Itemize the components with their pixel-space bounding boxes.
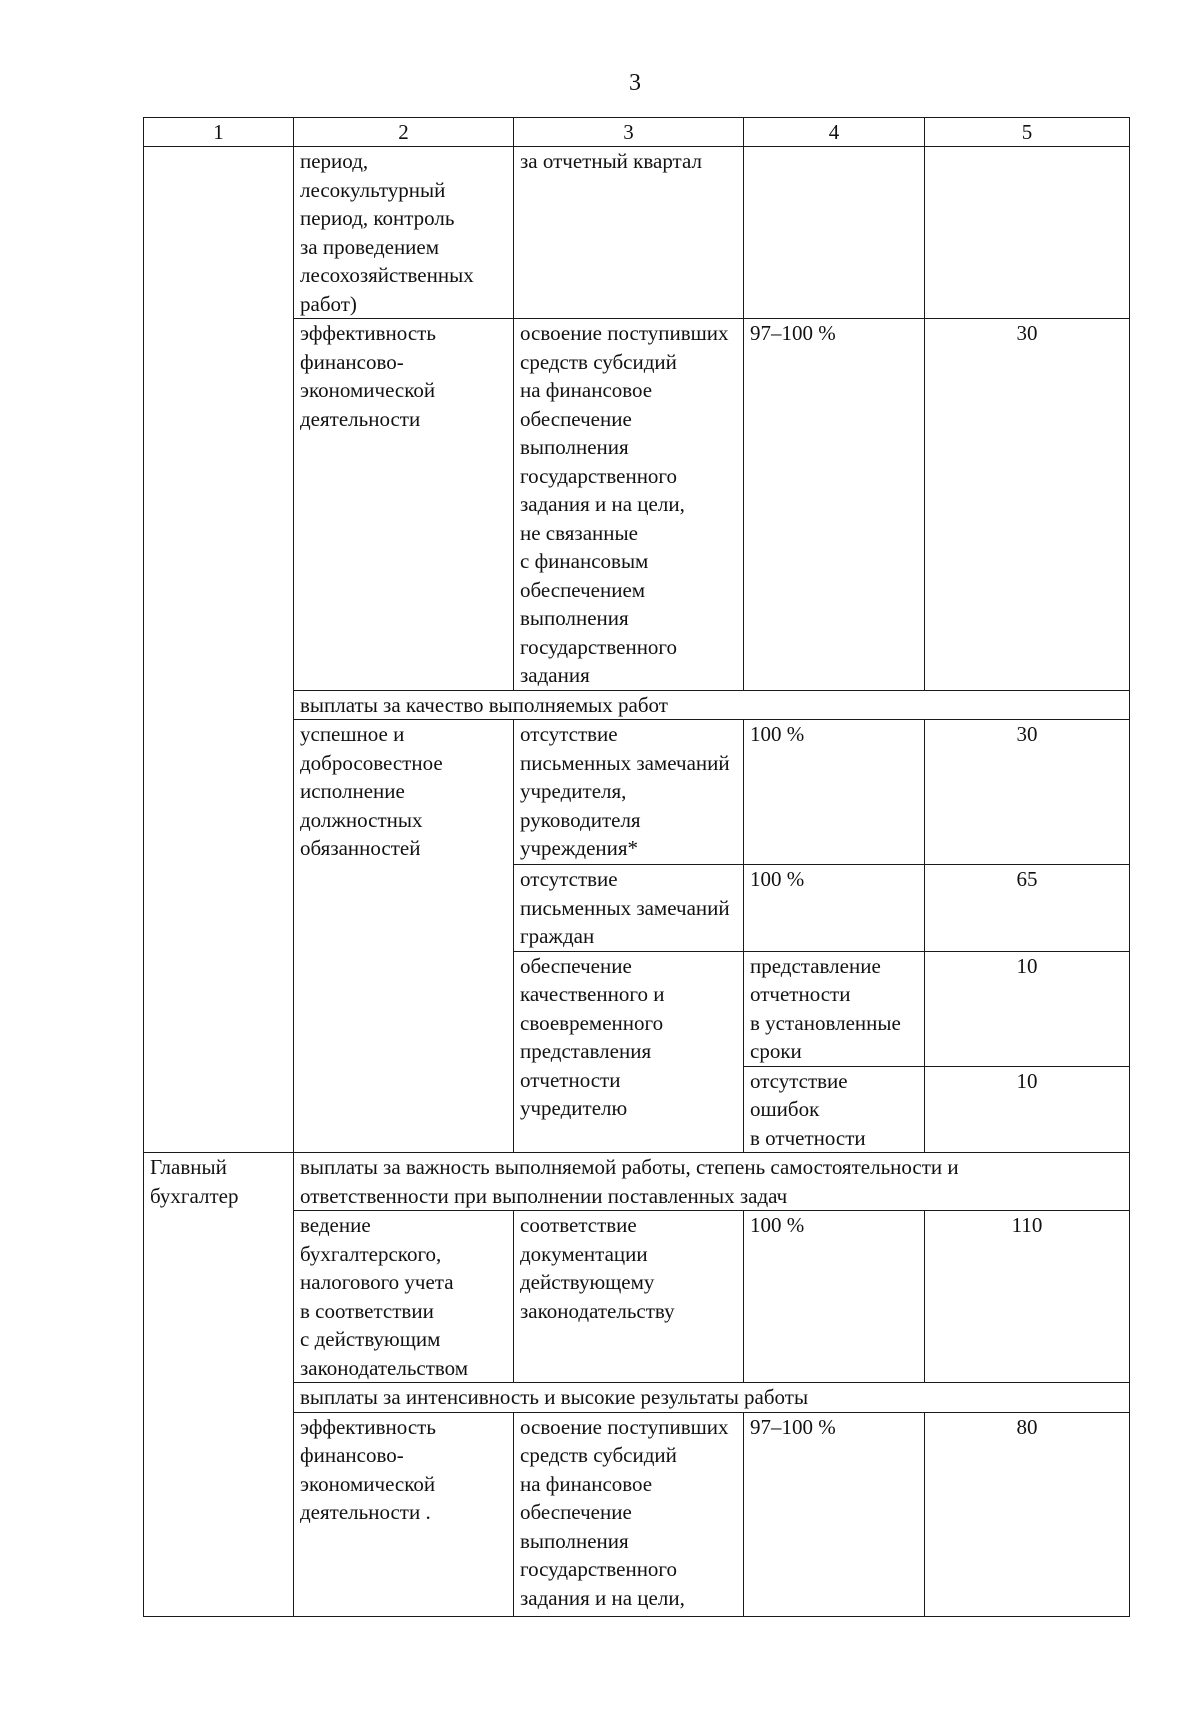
section-heading: выплаты за качество выполняемых работ (294, 690, 1130, 720)
value-cell: 97–100 % (744, 1412, 925, 1616)
section-row (144, 1153, 1130, 1211)
condition-cell: отсутствие письменных замечаний учредителя, руководителя учреждения* (514, 720, 744, 865)
value-cell: отсутствие ошибок в отчетности (744, 1066, 925, 1153)
points-cell: 110 (925, 1211, 1130, 1383)
value-cell (744, 147, 925, 319)
criterion-cell: ведение бухгалтерского, налогового учета в соответствии с действующим законодательством (294, 1211, 514, 1383)
value-cell: 97–100 % (744, 319, 925, 691)
page-number: 3 (629, 70, 641, 96)
value-cell: 100 % (744, 1211, 925, 1383)
condition-cell: освоение поступивших средств субсидий на финансовое обеспечение выполнения государственного задания и на цели, не связанные с финансовым обеспечением выполнения государственного задания (514, 319, 744, 691)
points-cell: 65 (925, 865, 1130, 952)
points-cell: 30 (925, 319, 1130, 691)
column-header-3: 3 (514, 118, 744, 147)
position-cell-empty (144, 147, 294, 1153)
condition-cell: за отчетный квартал (514, 147, 744, 319)
value-cell: 100 % (744, 720, 925, 865)
condition-cell: соответствие документации действующему законодательству (514, 1211, 744, 1383)
condition-cell: отсутствие письменных замечаний граждан (514, 865, 744, 952)
criterion-cell: период, лесокультурный период, контроль за проведением лесохозяйственных работ) (294, 147, 514, 319)
section-heading: выплаты за интенсивность и высокие результаты работы (294, 1383, 1130, 1413)
header-row (144, 118, 1130, 147)
column-header-4: 4 (744, 118, 925, 147)
value-cell: представление отчетности в установленные сроки (744, 951, 925, 1066)
points-cell: 10 (925, 951, 1130, 1066)
points-cell (925, 147, 1130, 319)
payments-table (143, 117, 1130, 1617)
points-cell: 10 (925, 1066, 1130, 1153)
value-cell: 100 % (744, 865, 925, 952)
points-cell: 80 (925, 1412, 1130, 1616)
criterion-cell: успешное и добросовестное исполнение должностных обязанностей (294, 720, 514, 1153)
position-cell: Главный бухгалтер (144, 1153, 294, 1617)
points-cell: 30 (925, 720, 1130, 865)
column-header-5: 5 (925, 118, 1130, 147)
condition-cell: обеспечение качественного и своевременного представления отчетности учредителю (514, 951, 744, 1153)
table-row (144, 147, 1130, 319)
criterion-cell: эффективность финансово- экономической деятельности . (294, 1412, 514, 1616)
section-heading: выплаты за важность выполняемой работы, степень самостоятельности и ответственности при выполнении поставленных задач (294, 1153, 1130, 1211)
column-header-1: 1 (144, 118, 294, 147)
criterion-cell: эффективность финансово- экономической деятельности (294, 319, 514, 691)
condition-cell: освоение поступивших средств субсидий на финансовое обеспечение выполнения государственного задания и на цели, (514, 1412, 744, 1616)
column-header-2: 2 (294, 118, 514, 147)
